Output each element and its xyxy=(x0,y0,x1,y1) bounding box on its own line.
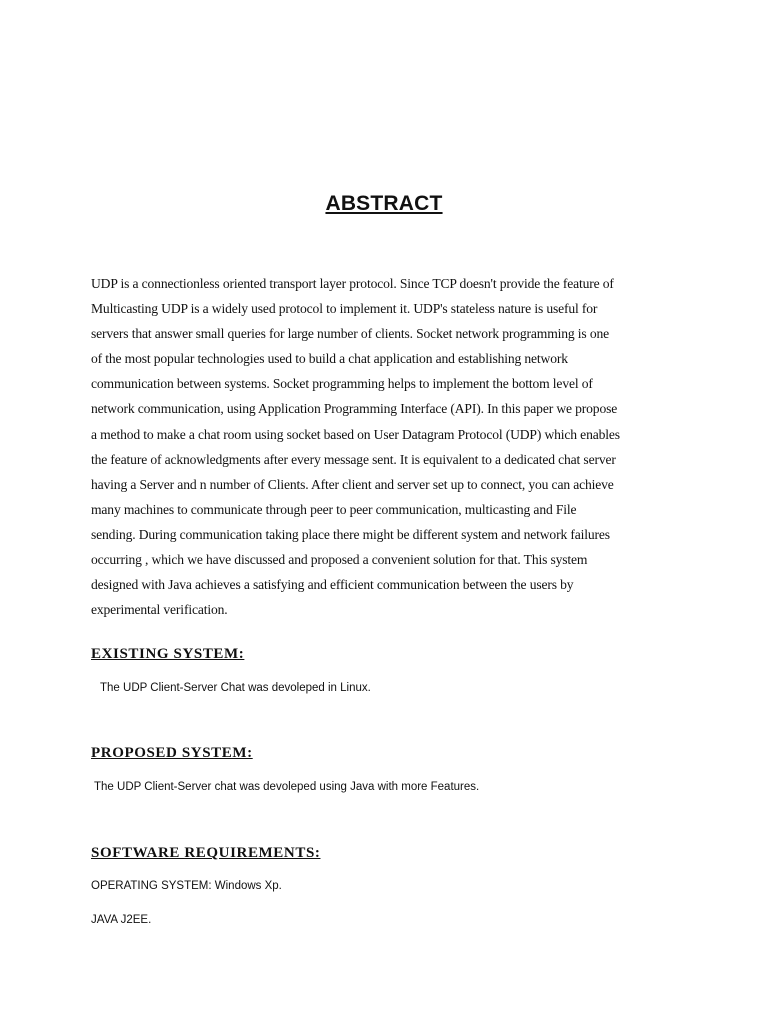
abstract-line: experimental verification. xyxy=(91,602,228,618)
abstract-line: UDP is a connectionless oriented transport layer protocol. Since TCP doesn't provide the feature of xyxy=(91,276,614,291)
proposed-system-heading: PROPOSED SYSTEM: xyxy=(91,745,253,761)
existing-system-heading: EXISTING SYSTEM: xyxy=(91,646,245,662)
abstract-line: a method to make a chat room using socket based on User Datagram Protocol (UDP) which enables xyxy=(91,426,620,442)
abstract-line: of the most popular technologies used to build a chat application and establishing network xyxy=(91,351,568,367)
operating-system-label: OPERATING SYSTEM: xyxy=(91,880,212,892)
abstract-paragraph xyxy=(91,271,691,622)
software-requirements-heading: SOFTWARE REQUIREMENTS: xyxy=(91,845,321,861)
abstract-line: sending. During communication taking place there might be different system and network failures xyxy=(91,526,610,542)
abstract-line: many machines to communicate through peer to peer communication, multicasting and File xyxy=(91,501,577,517)
abstract-line: occurring , which we have discussed and proposed a convenient solution for that. This system xyxy=(91,552,588,568)
abstract-line: communication between systems. Socket programming helps to implement the bottom level of xyxy=(91,376,593,392)
abstract-title: ABSTRACT xyxy=(325,192,443,215)
abstract-line: servers that answer small queries for large number of clients. Socket network programming is one xyxy=(91,326,610,342)
operating-system-value: Windows Xp. xyxy=(211,880,282,892)
proposed-system-text: The UDP Client-Server chat was devoleped using Java with more Features. xyxy=(94,781,480,793)
abstract-line: designed with Java achieves a satisfying and efficient communication between the users by xyxy=(91,577,574,593)
existing-system-text: The UDP Client-Server Chat was devoleped in Linux. xyxy=(100,682,371,694)
abstract-line: Multicasting UDP is a widely used protocol to implement it. UDP's stateless nature is useful for xyxy=(91,301,598,317)
abstract-line: network communication, using Application Programming Interface (API). In this paper we propose xyxy=(91,401,618,417)
java-requirement: JAVA J2EE. xyxy=(91,914,152,926)
abstract-line: having a Server and n number of Clients. After client and server set up to connect, you can achieve xyxy=(91,476,614,492)
operating-system-line xyxy=(91,880,282,892)
abstract-line: the feature of acknowledgments after every message sent. It is equivalent to a dedicated chat server xyxy=(91,451,616,467)
